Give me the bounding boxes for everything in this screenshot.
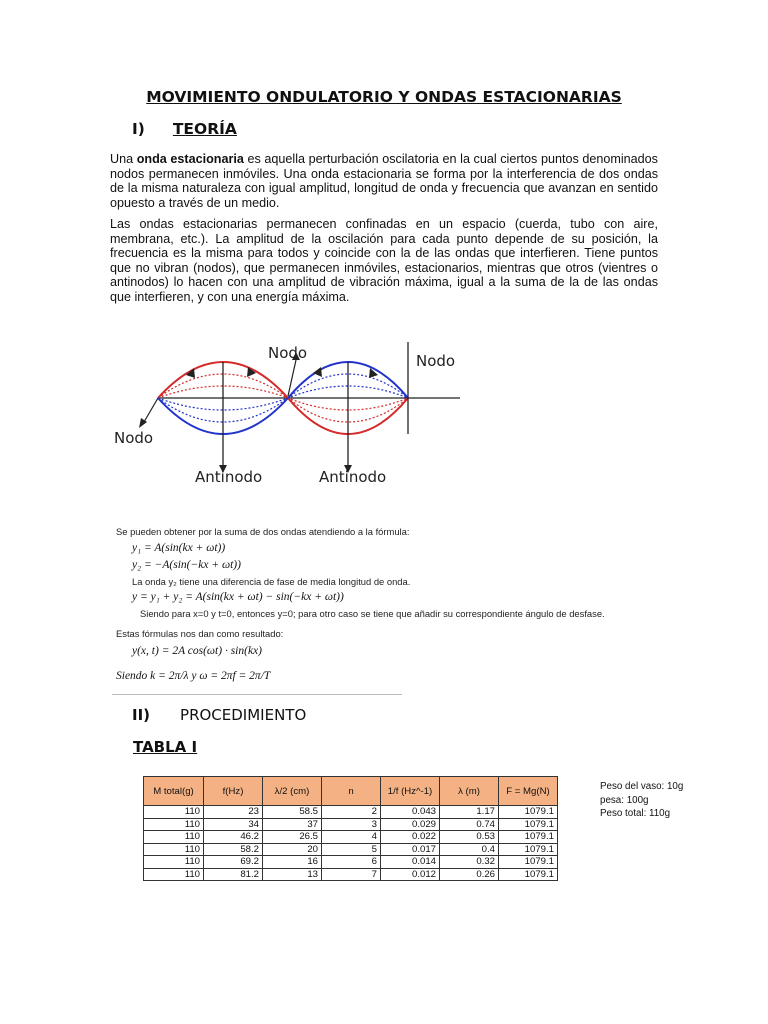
cell: 1079.1 [499, 818, 558, 831]
p1-rest: es aquella perturbación oscilatoria en la cual ciertos puntos denominados nodos permanecen inmóviles. Una onda estacionaria se forma por la interferencia de dos ondas de la misma naturaleza con igual amplitud, longitud de onda y frecuencia que avanzan en sentido opuesto a través de un medio. [110, 152, 658, 210]
cell: 1079.1 [499, 843, 558, 856]
cell: 3 [322, 818, 381, 831]
cell: 1079.1 [499, 806, 558, 819]
cell: 58.5 [263, 806, 322, 819]
cell: 0.53 [440, 831, 499, 844]
table-row [144, 843, 558, 856]
formula-y2: y₂ = −A(sin(−kx + ωt)) [132, 559, 241, 571]
cell: 1079.1 [499, 856, 558, 869]
p1-lead: Una [110, 152, 137, 166]
cell: 37 [263, 818, 322, 831]
cell: 23 [204, 806, 263, 819]
cell: 110 [144, 831, 204, 844]
formula-siendo-k: Siendo k = 2π/λ y ω = 2πf = 2π/T [116, 670, 271, 682]
label-antinodo-2: Antinodo [319, 468, 387, 486]
cell: 1079.1 [499, 831, 558, 844]
cell: 0.26 [440, 868, 499, 881]
weight-notes [600, 780, 683, 821]
formula-intro: Se pueden obtener por la suma de dos ondas atendiendo a la fórmula: [116, 526, 410, 537]
label-nodo-top: Nodo [268, 344, 308, 362]
formula-block [112, 520, 624, 696]
formula-fase: La onda y₂ tiene una diferencia de fase de media longitud de onda. [132, 576, 411, 587]
cell: 26.5 [263, 831, 322, 844]
cell: 13 [263, 868, 322, 881]
cell: 110 [144, 806, 204, 819]
cell: 4 [322, 831, 381, 844]
cell: 0.022 [381, 831, 440, 844]
formula-result: y(x, t) = 2A cos(ωt) · sin(kx) [132, 645, 262, 657]
label-antinodo-1: Antinodo [195, 468, 263, 486]
paragraph-properties: Las ondas estacionarias permanecen confinadas en un espacio (cuerda, tubo con aire, membrana, etc.). La amplitud de la oscilación para cada punto depende de su posición, la frecuencia es la misma para todos y coincide con la de las ondas que interfieren. Tiene puntos que no vibran (nodos), que permanecen inmóviles, estacionarios, mientras que otros (vientres o antinodos) lo hacen con una amplitud de vibración máxima, igual a la suma de la de las ondas que interfieren, y con una energía máxima. [110, 217, 658, 304]
standing-wave-diagram [108, 330, 470, 492]
table-row [144, 831, 558, 844]
cell: 0.017 [381, 843, 440, 856]
cell: 20 [263, 843, 322, 856]
cell: 110 [144, 868, 204, 881]
cell: 16 [263, 856, 322, 869]
col-header: λ/2 (cm) [263, 777, 322, 806]
table-row [144, 818, 558, 831]
section-heading-procedimiento [132, 706, 306, 724]
col-header: f(Hz) [204, 777, 263, 806]
cell: 110 [144, 856, 204, 869]
cell: 0.014 [381, 856, 440, 869]
label-nodo-left: Nodo [114, 429, 154, 447]
formula-result-intro: Estas fórmulas nos dan como resultado: [116, 628, 284, 639]
data-table [143, 776, 558, 881]
p1-bold-term: onda estacionaria [136, 152, 244, 166]
section-number: II) [132, 706, 151, 724]
cell: 46.2 [204, 831, 263, 844]
page-title: MOVIMIENTO ONDULATORIO Y ONDAS ESTACIONARIAS [146, 88, 622, 106]
cell: 6 [322, 856, 381, 869]
cell: 0.32 [440, 856, 499, 869]
table-row [144, 806, 558, 819]
note-line: Peso del vaso: 10g [600, 781, 684, 792]
formula-y1: y₁ = A(sin(kx + ωt)) [132, 542, 226, 554]
section-number: I) [132, 120, 145, 138]
table-row [144, 868, 558, 881]
note-line: pesa: 100g [600, 794, 649, 806]
col-header: M total(g) [144, 777, 204, 806]
table-header-row [144, 777, 558, 806]
cell: 69.2 [204, 856, 263, 869]
cell: 1079.1 [499, 868, 558, 881]
section-label: PROCEDIMIENTO [180, 706, 307, 724]
formula-siendo-para: Siendo para x=0 y t=0, entonces y=0; para otro caso se tiene que añadir su correspondiente ángulo de desfase. [140, 608, 605, 619]
col-header: 1/f (Hz^-1) [381, 777, 440, 806]
cell: 81.2 [204, 868, 263, 881]
col-header: λ (m) [440, 777, 499, 806]
cell: 5 [322, 843, 381, 856]
cell: 7 [322, 868, 381, 881]
cell: 34 [204, 818, 263, 831]
cell: 1.17 [440, 806, 499, 819]
table-title: TABLA I [133, 738, 198, 756]
cell: 2 [322, 806, 381, 819]
cell: 110 [144, 818, 204, 831]
col-header: F = Mg(N) [499, 777, 558, 806]
section-heading-teoria [132, 120, 237, 138]
note-line: Peso total: 110g [600, 808, 671, 819]
col-header: n [322, 777, 381, 806]
formula-divider [112, 694, 402, 695]
cell: 0.012 [381, 868, 440, 881]
cell: 0.4 [440, 843, 499, 856]
cell: 110 [144, 843, 204, 856]
paragraph-definition [110, 152, 658, 210]
cell: 0.74 [440, 818, 499, 831]
table-row [144, 856, 558, 869]
cell: 0.043 [381, 806, 440, 819]
formula-sum: y = y₁ + y₂ = A(sin(kx + ωt) − sin(−kx + ωt)) [132, 591, 344, 603]
cell: 0.029 [381, 818, 440, 831]
label-nodo-right: Nodo [416, 352, 456, 370]
cell: 58.2 [204, 843, 263, 856]
section-label: TEORÍA [172, 120, 237, 138]
